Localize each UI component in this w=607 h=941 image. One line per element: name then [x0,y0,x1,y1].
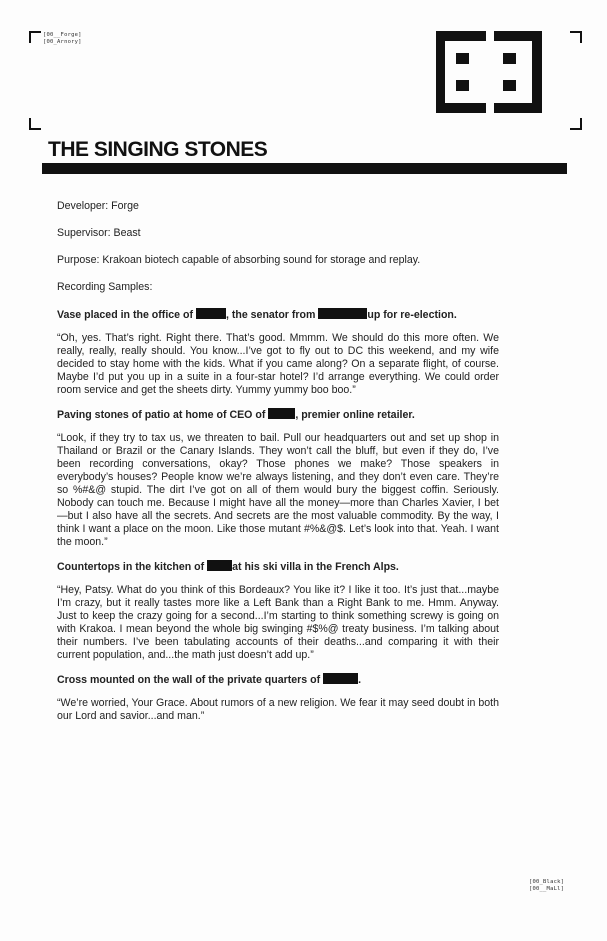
corner-mark-top-right [570,31,582,43]
corner-mark-top-left [29,31,41,43]
redaction-bar [323,673,358,684]
footer-tag-line-2: [00__MaLl] [529,886,565,892]
sample-heading: Cross mounted on the wall of the private quarters of . [57,674,362,686]
redaction-bar [318,308,367,319]
header-tag-line-1: [00__Forge] [43,32,82,38]
sample-quote: “Hey, Patsy. What do you think of this Bordeaux? You like it? I like it too. It’s just that...maybe I’m crazy, but it really tastes more like a Left Bank than a Right Bank to me. Hmm. Anyway. Just to keep the crazy going for a second...I’m starting to think something screwy is going on with Krakoa. I mean beyond the whole big swinging #$%@ treaty business. I’m talking about their numbers. I’ve been tabulating accounts of their deaths...and comparing it with their current population, and...the math just doesn’t add up.” [57,584,499,661]
sample-quote: “Oh, yes. That’s right. Right there. That’s good. Mmmm. We should do this more often. We really, really, really should. You know...I’ve got to fly out to DC this weekend, and my wife decided to stay home with the kids. What if you came along? On a separate flight, of course. Maybe I’d put you up in a suite in a four-star hotel? I’d arrange everything. We could order room service and get the sheets dirty. Yummy yummy boo boo.” [57,332,499,396]
corner-mark-bottom-right [570,118,582,130]
supervisor-line: Supervisor: Beast [57,227,141,239]
redaction-bar [207,560,232,571]
footer-tag [529,879,564,893]
sample-heading: Paving stones of patio at home of CEO of , premier online retailer. [57,409,415,421]
purpose-line: Purpose: Krakoan biotech capable of absorbing sound for storage and replay. [57,254,421,266]
recording-samples-label: Recording Samples: [57,281,153,293]
developer-line: Developer: Forge [57,200,139,212]
sample-heading: Vase placed in the office of , the senator from up for re-election. [57,309,457,321]
document-body [57,200,499,734]
footer-tag-line-1: [00_Black] [529,879,565,885]
redaction-bar [268,408,295,419]
block-letter-logo-icon [436,31,542,113]
page-title: THE SINGING STONES [48,138,268,161]
sample-quote: “We’re worried, Your Grace. About rumors of a new religion. We fear it may seed doubt in both our Lord and savior...and man.” [57,697,499,722]
corner-mark-bottom-left [29,118,41,130]
header-tag-line-2: [00_Arnory] [43,39,82,45]
sample-heading: Countertops in the kitchen of at his ski villa in the French Alps. [57,561,399,573]
header-tag [43,32,82,46]
sample-quote: “Look, if they try to tax us, we threaten to bail. Pull our headquarters out and set up shop in Thailand or Brazil or the Canary Islands. They won’t call the bluff, but even if they do, I’ve been recording conversations, okay? Those phones we make? Those speakers in everybody’s houses? People know we’re always listening, and they don’t even care. They’re so %#&@ stupid. The dirt I’ve got on all of them would bury the biggest coffin. Seriously. Nobody can touch me. Because I might have all the money—more than Charles Xavier, I bet—but I also have all the secrets. And secrets are the most valuable commodity. By the way, I think I want a place on the moon. Like those mutant #%&@$. Let’s look into that. Yeah. I want the moon.” [57,432,499,548]
redaction-bar [196,308,226,319]
title-rule [42,163,567,174]
